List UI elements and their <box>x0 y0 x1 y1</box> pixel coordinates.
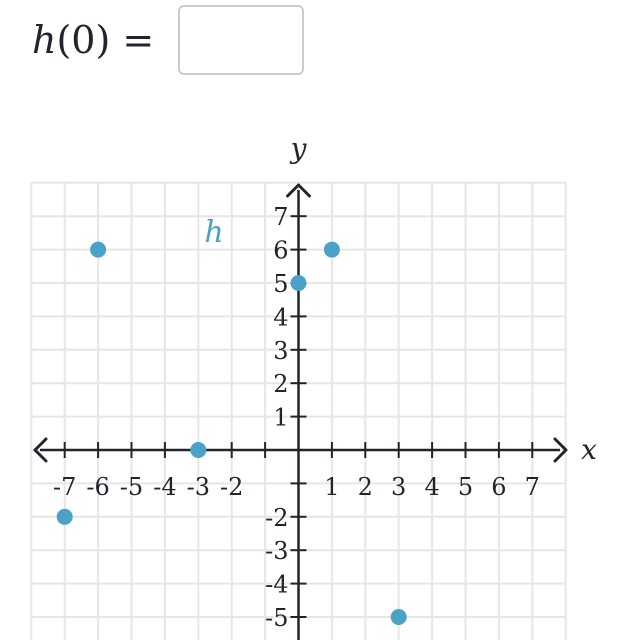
x-tick-label: -3 <box>186 473 210 501</box>
x-tick-label: -6 <box>86 473 110 501</box>
y-tick-label: -4 <box>265 570 289 599</box>
function-argument: (0) <box>56 18 111 62</box>
function-name: h <box>32 18 57 62</box>
data-point <box>90 242 106 258</box>
x-tick-label: 2 <box>357 473 373 501</box>
y-tick-label: 5 <box>273 270 289 298</box>
x-tick-label: 6 <box>491 473 507 501</box>
y-tick-label: 1 <box>273 403 289 432</box>
data-point <box>190 442 206 458</box>
x-tick-label: -4 <box>153 473 177 501</box>
x-tick-label: 5 <box>457 473 474 501</box>
x-tick-label: -2 <box>220 473 244 501</box>
y-tick-label: 3 <box>273 336 289 365</box>
x-axis-title: x <box>581 433 597 466</box>
y-tick-label: -5 <box>265 604 289 632</box>
data-point <box>57 509 73 525</box>
x-tick-label: 7 <box>524 473 540 501</box>
y-tick-label: 2 <box>273 370 289 399</box>
data-point <box>324 242 340 258</box>
x-tick-label: 3 <box>391 473 407 501</box>
x-tick-label: -7 <box>53 473 77 501</box>
data-point <box>391 609 407 625</box>
y-tick-label: 6 <box>273 236 289 265</box>
y-axis-title: y <box>290 132 307 165</box>
equals-sign: = <box>110 18 167 62</box>
y-tick-label: -3 <box>265 537 289 566</box>
series-label: h <box>204 215 224 250</box>
x-tick-label: 1 <box>324 473 340 501</box>
x-tick-label: -5 <box>119 473 144 501</box>
x-tick-label: 4 <box>424 473 440 501</box>
y-tick-label: 4 <box>273 303 289 332</box>
data-point <box>291 275 307 291</box>
y-tick-label: 7 <box>273 203 289 232</box>
y-tick-label: -2 <box>265 503 289 532</box>
